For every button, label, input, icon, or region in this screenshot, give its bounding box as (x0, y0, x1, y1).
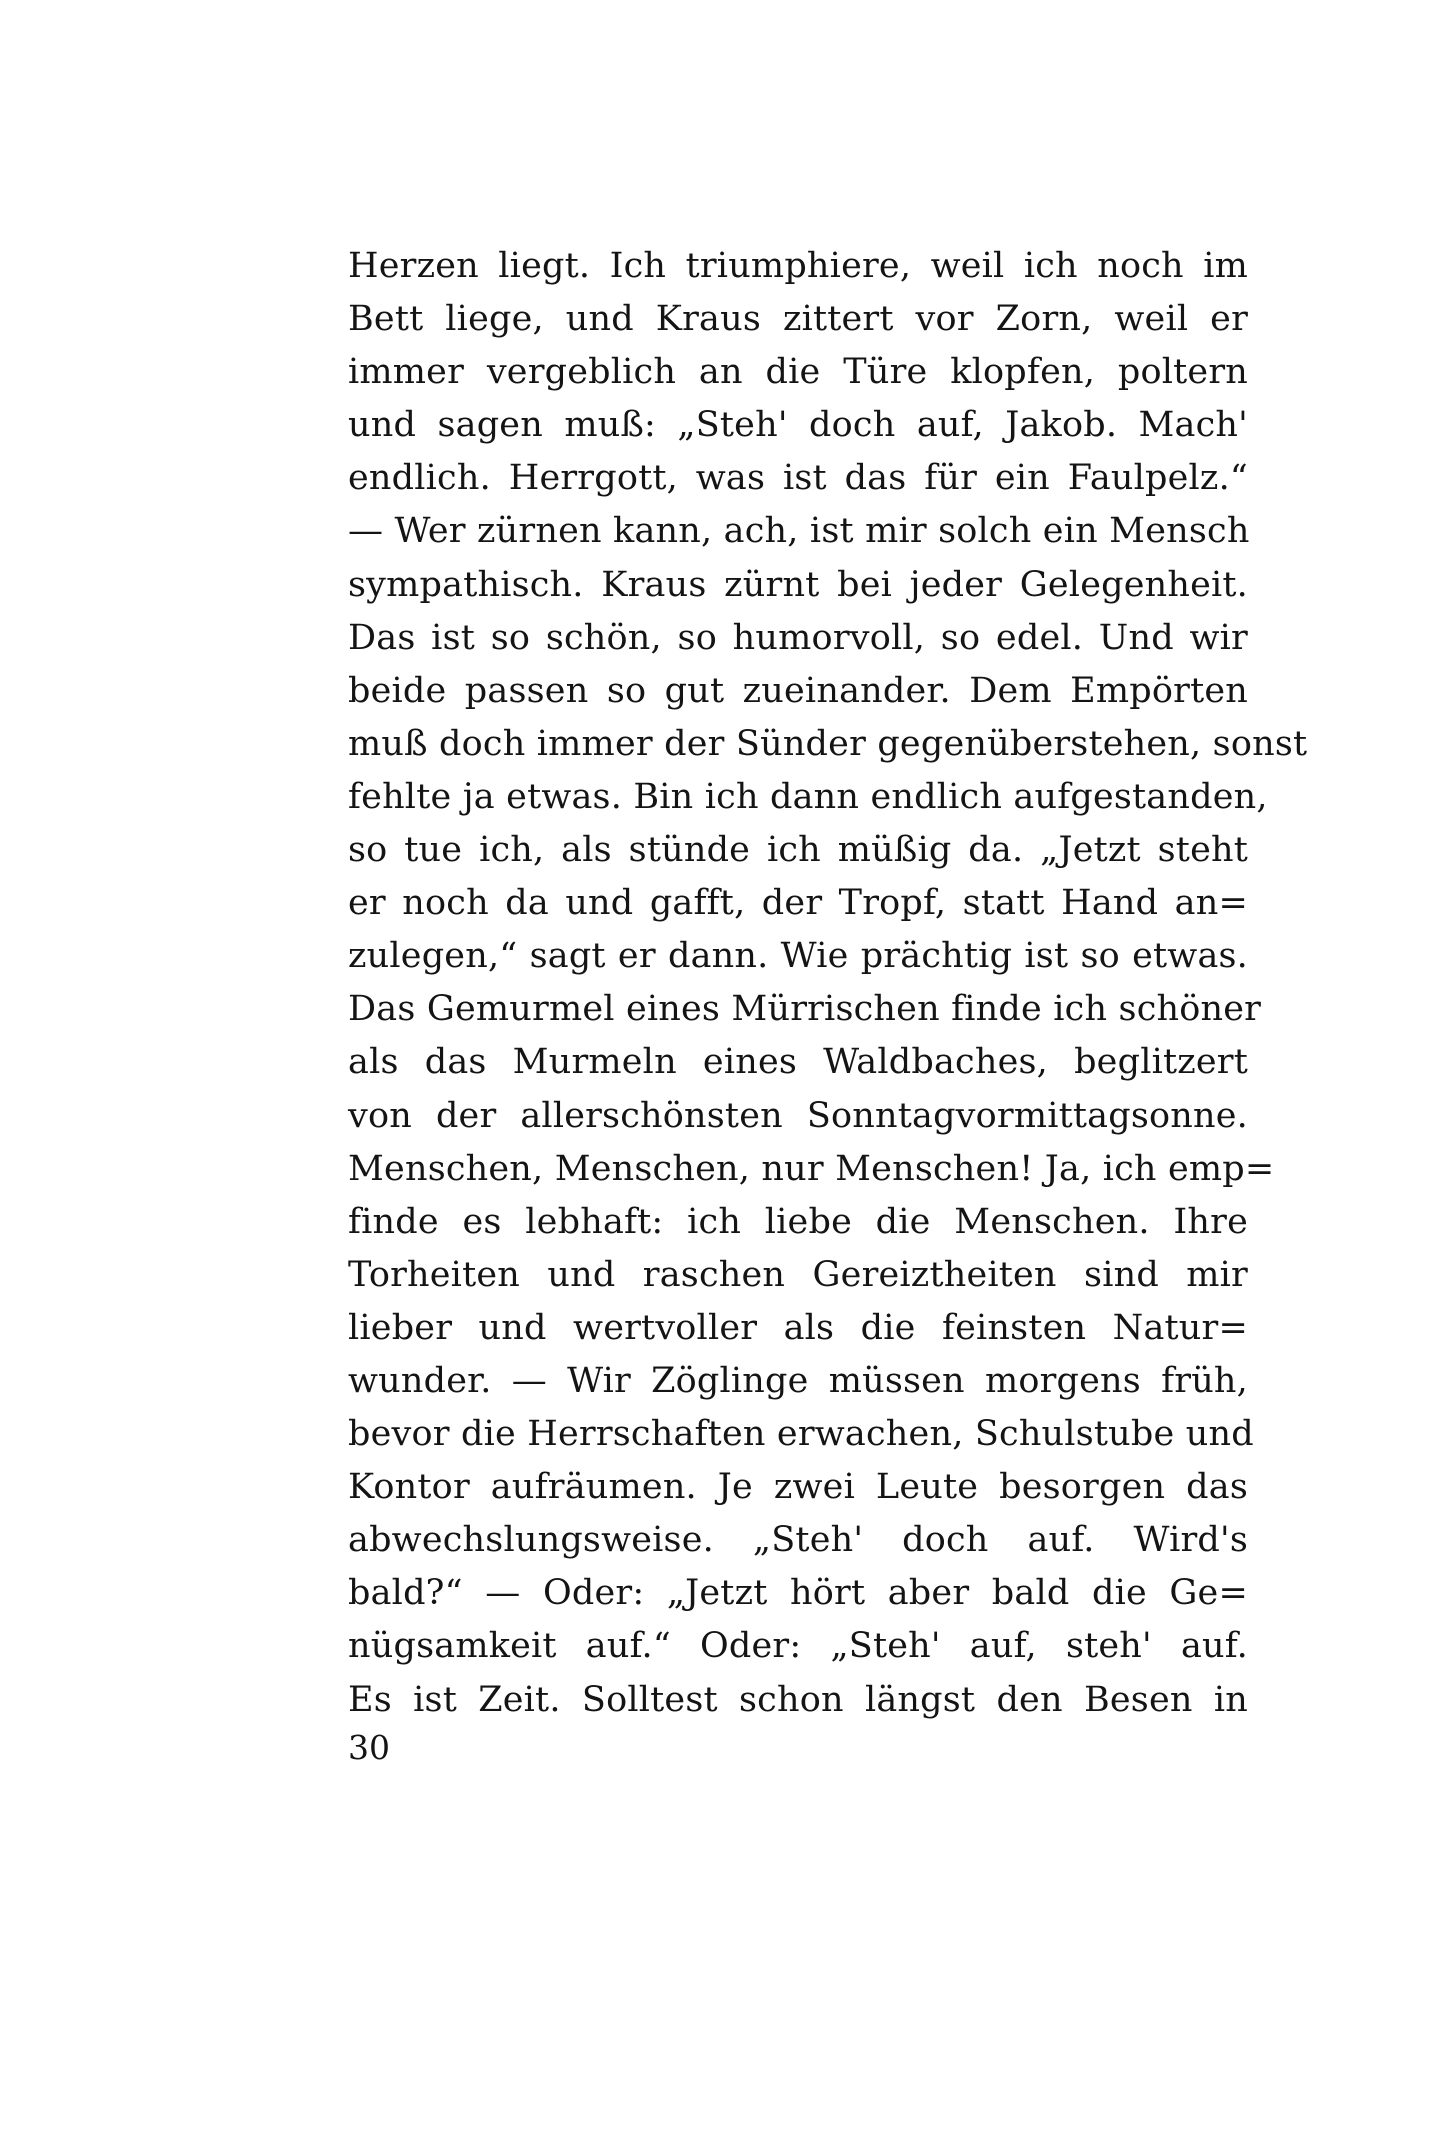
text-line: Das ist so schön, so humorvoll, so edel. Und wir (348, 617, 1248, 658)
text-line: nügsamkeit auf.“ Oder: „Steh' auf, steh' auf. (348, 1626, 1248, 1667)
text-line: beide passen so gut zueinander. Dem Empörten (348, 670, 1248, 711)
text-line: er noch da und gafft, der Tropf, statt Hand an= (348, 883, 1248, 924)
text-line: Das Gemurmel eines Mürrischen finde ich schöner (348, 989, 1262, 1030)
body-text (348, 240, 1308, 1727)
text-line: immer vergeblich an die Türe klopfen, poltern (348, 352, 1248, 393)
text-line: finde es lebhaft: ich liebe die Menschen. Ihre (348, 1201, 1248, 1242)
text-line: Menschen, Menschen, nur Menschen! Ja, ich emp= (348, 1148, 1275, 1189)
text-line: wunder. — Wir Zöglinge müssen morgens früh, (348, 1360, 1248, 1401)
text-line: endlich. Herrgott, was ist das für ein Faulpelz.“ (348, 458, 1248, 499)
text-line: von der allerschönsten Sonntagvormittagsonne. (348, 1095, 1248, 1136)
text-line: lieber und wertvoller als die feinsten Natur= (348, 1307, 1248, 1348)
text-line: Es ist Zeit. Solltest schon längst den Besen in (348, 1679, 1248, 1720)
text-line: fehlte ja etwas. Bin ich dann endlich aufgestanden, (348, 776, 1268, 817)
text-line: so tue ich, als stünde ich müßig da. „Jetzt steht (348, 830, 1248, 871)
text-line: — Wer zürnen kann, ach, ist mir solch ein Mensch (348, 511, 1250, 552)
text-line: Torheiten und raschen Gereiztheiten sind mir (348, 1254, 1248, 1295)
text-line: abwechslungsweise. „Steh' doch auf. Wird's (348, 1520, 1248, 1561)
text-line: Kontor aufräumen. Je zwei Leute besorgen das (348, 1467, 1248, 1508)
text-line: muß doch immer der Sünder gegenüberstehen, sonst (348, 723, 1308, 764)
text-line: als das Murmeln eines Waldbaches, beglitzert (348, 1042, 1248, 1083)
page-number: 30 (348, 1728, 390, 1767)
text-line: und sagen muß: „Steh' doch auf, Jakob. Mach' (348, 405, 1248, 446)
text-line: bald?“ — Oder: „Jetzt hört aber bald die Ge= (348, 1573, 1248, 1614)
text-line: Herzen liegt. Ich triumphiere, weil ich noch im (348, 246, 1248, 286)
text-line: bevor die Herrschaften erwachen, Schulstube und (348, 1414, 1254, 1455)
text-line: zulegen,“ sagt er dann. Wie prächtig ist so etwas. (348, 936, 1248, 977)
text-line: sympathisch. Kraus zürnt bei jeder Gelegenheit. (348, 564, 1248, 605)
text-line: Bett liege, und Kraus zittert vor Zorn, weil er (348, 299, 1248, 340)
